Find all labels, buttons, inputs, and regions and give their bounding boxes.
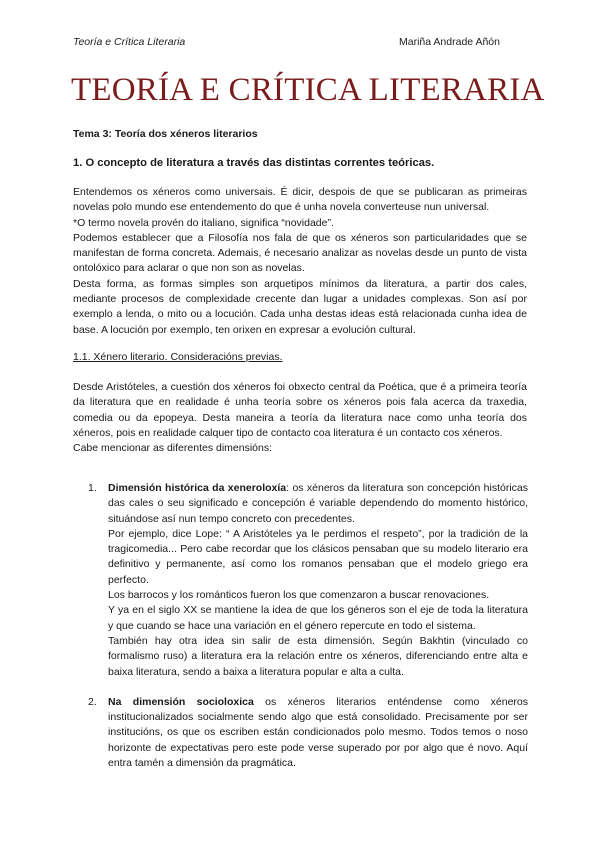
list-item-extra: Y ya en el siglo XX se mantiene la idea de que los géneros son el eje de toda la literatura y que cuando se hace una variación en el género repercute en todo el sistema. — [108, 604, 528, 632]
dimensions-list — [88, 481, 528, 771]
genres-paragraph — [73, 380, 527, 456]
list-number: 2. — [88, 695, 97, 708]
list-item-extra: Los barrocos y los románticos fueron los que comenzaron a buscar renovaciones. — [108, 589, 490, 602]
list-item-term: Dimensión histórica da xeneroloxía — [108, 482, 287, 494]
list-item-extra: También hay otra idea sin salir de esta dimensión. Según Bakhtin (vinculado co formalismo ruso) a literatura era la relación entre os xéneros, diferenciando entre alta e baixa literatura, sendo a baixa a literatura popular e alta a culta. — [108, 634, 528, 678]
list-item-extra: Por ejemplo, dice Lope: “ A Aristóteles ya le perdimos el respeto”, por la tradición de la tragicomedia... Pero cabe recordar que los clásicos pensaban que su modelo literario era definitivo y permanente, así como los romanos pensaban que el modelo griego era perfecto. — [108, 527, 528, 586]
genres-text: Desde Aristóteles, a cuestión dos xéneros foi obxecto central da Poética, que é a primeira teoría da literatura que en realidade é unha teoría sobre os xéneros pois fala acerca da traxedia, comedia ou da epopeya. Desta maneira a teoría da literatura nace como unha teoría dos xéneros, pois en realidade calquer tipo de contacto coa literatura é un contacto cos xéneros. — [73, 381, 527, 439]
topic-heading: Tema 3: Teoría dos xéneros literarios — [73, 128, 258, 140]
subsection-heading: 1.1. Xénero literario. Consideracións previas. — [73, 351, 283, 363]
list-item — [88, 695, 528, 771]
list-item-term: Na dimensión socioloxica — [108, 695, 254, 708]
intro-line: Entendemos os xéneros como universais. É dicir, despois de que se publicaran as primeiras novelas polo mundo ese entendemento do que é unha novela converteuse nun universal. — [73, 186, 527, 214]
document-title: TEORÍA E CRÍTICA LITERARIA — [71, 72, 545, 108]
section-heading: 1. O concepto de literatura a través das distintas correntes teóricas. — [73, 157, 435, 169]
list-item — [88, 481, 528, 680]
intro-line: Desta forma, as formas simples son arquetipos mínimos da literatura, a partir dos cales, mediante procesos de complexidade crecente dan lugar a unidades complexas. Son así por exemplo a lenda, o mito ou a locución. Cada unha destas ideas está relacionada cunha idea de base. A locución por exemplo, ten orixen en expresar a evolución cultural. — [73, 277, 527, 336]
list-number: 1. — [88, 482, 97, 494]
header-course-title: Teoría e Crítica Literaria — [73, 36, 186, 48]
genres-text: Cabe mencionar as diferentes dimensións: — [73, 442, 273, 455]
intro-line: *O termo novela provén do italiano, significa “novidade”. — [73, 216, 334, 229]
header-author: Mariña Andrade Añón — [399, 36, 500, 48]
intro-line: Podemos establecer que a Filosofía nos fala de que os xéneros son particularidades que se manifestan de forma concreta. Ademais, é necesario analizar as novelas desde un punto de vista ontolóxico para aclarar o que non son as novelas. — [73, 231, 527, 275]
list-item-lead — [108, 481, 528, 527]
list-item-text: os xéneros literarios enténdense como xéneros institucionalizados socialmente sendo algo que está consolidado. Precisamente por ser institucións, os que os escriben están condicionados polo mesmo. Todos temos o noso horizonte de expectativas pero este pode verse superado por por algo que é novo. Aquí entra tamén a dimensión da pragmática. — [108, 695, 528, 770]
list-item-lead — [108, 695, 528, 771]
page-header — [73, 36, 540, 50]
intro-paragraph — [73, 185, 527, 338]
list-item-text: : os xéneros da literatura son concepción históricas das cales o seu significado e concepción é variable dependendo do momento histórico, situándose así nun tempo concreto con precedentes. — [108, 482, 528, 525]
